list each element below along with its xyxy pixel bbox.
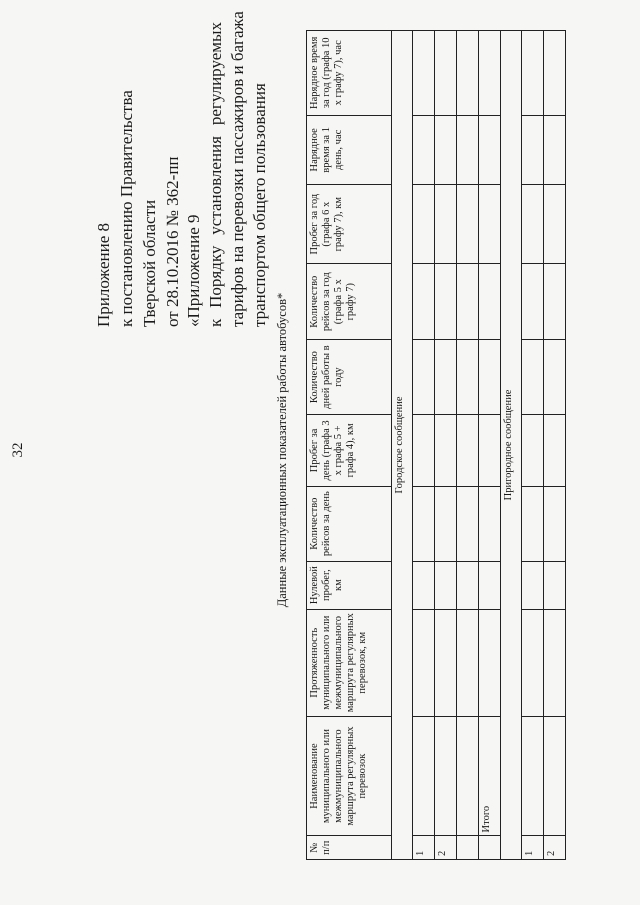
column-header: Протяженность муниципального или межмуниципального маршрута регулярных перевозок, км [307, 609, 392, 716]
order-word: установления [206, 136, 225, 235]
column-header: Нарядное время за 1 день, час [307, 115, 392, 185]
column-header: № п/п [307, 836, 392, 860]
appendix-header [92, 27, 184, 327]
column-header: Количество дней работы в году [307, 340, 392, 415]
appendix-reference: к постановлению Правительства [117, 90, 136, 327]
table-row [544, 31, 566, 860]
appendix-date: от 28.10.2016 № 362-пп [163, 156, 182, 327]
row-number: 1 [413, 836, 435, 860]
table-row [457, 31, 479, 860]
operations-table [306, 30, 566, 860]
column-header: Нарядное время за год (графа 10 x графу 7), час [307, 31, 392, 116]
appendix-region: Тверской области [140, 199, 159, 327]
order-line-4: транспортом общего пользования [250, 83, 269, 327]
section-label: Городское сообщение [392, 31, 413, 860]
section-label: Пригородное сообщение [501, 31, 522, 860]
order-word: к [206, 318, 225, 327]
row-number: 2 [544, 836, 566, 860]
column-header: Наименование муниципального или межмуниципального маршрута регулярных перевозок [307, 716, 392, 836]
order-header [183, 11, 271, 327]
table-title: Данные эксплуатационных показателей работы автобусов* [275, 292, 289, 608]
order-word: регулируемых [206, 22, 225, 126]
row-number: 2 [435, 836, 457, 860]
header-row [307, 31, 392, 860]
column-header: Пробег за год (графа 6 x графу 7), км [307, 185, 392, 264]
section-row-city [392, 31, 413, 860]
row-number: 1 [522, 836, 544, 860]
page-number: 32 [10, 442, 26, 458]
order-title: «Приложение 9 [184, 214, 203, 327]
order-line-3: тарифов на перевозки пассажиров и багажа [228, 11, 247, 327]
total-label: Итого [479, 716, 501, 836]
column-header: Количество рейсов за год (графа 5 x графу 7) [307, 264, 392, 340]
table-row [413, 31, 435, 860]
table-row [435, 31, 457, 860]
column-header: Количество рейсов за день [307, 486, 392, 561]
order-line-justified [205, 22, 227, 327]
column-header: Пробег за день (графа 3 x графа 5 + графа 4), км [307, 415, 392, 487]
table-row [522, 31, 544, 860]
total-row [479, 31, 501, 860]
section-row-suburban [501, 31, 522, 860]
appendix-title: Приложение 8 [94, 223, 113, 327]
column-header: Нулевой пробег, км [307, 561, 392, 609]
order-word: Порядку [206, 245, 225, 308]
